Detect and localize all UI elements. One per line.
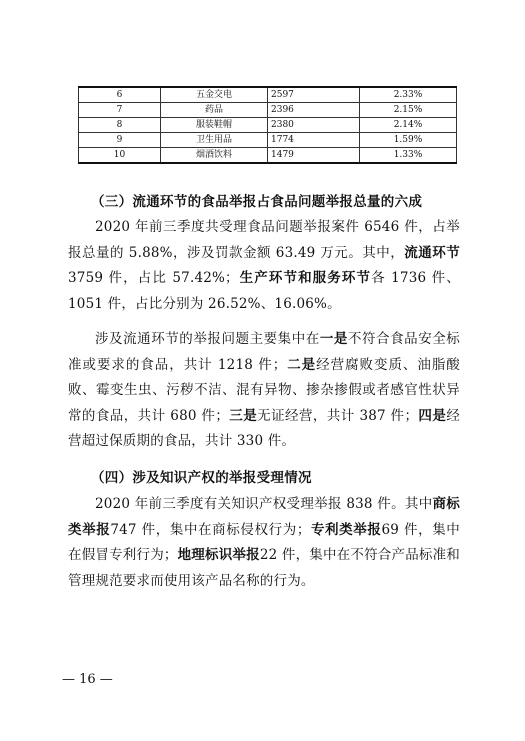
text-run: 各 1736 件、1051 件，占比分别为 26.52%、16.06%。 (68, 270, 460, 312)
category-cell: 烟酒饮料 (161, 148, 268, 164)
text-run: 69 件，集中在假冒专利行为； (68, 521, 461, 563)
count-cell: 2380 (268, 118, 360, 133)
text-run: 无证经营，共计 387 件； (257, 407, 419, 424)
percent-cell: 2.33% (360, 87, 457, 103)
percent-cell: 1.59% (360, 133, 457, 148)
bold-run: 三是 (229, 407, 258, 424)
percent-cell: 2.15% (360, 103, 457, 118)
category-cell: 药品 (161, 103, 268, 118)
section-4-paragraph-1 (68, 492, 460, 594)
percent-cell: 1.33% (360, 148, 457, 164)
bold-run: 二是 (286, 356, 317, 373)
text-run: 涉及流通环节的举报问题主要集中在 (95, 331, 320, 347)
section-3-paragraph-2 (68, 327, 460, 455)
rank-cell: 9 (79, 133, 161, 148)
rank-cell: 6 (79, 87, 161, 103)
bold-run: 一是 (319, 331, 348, 347)
section-3-paragraph-1 (68, 215, 460, 317)
category-cell: 服装鞋帽 (161, 118, 268, 133)
bold-run: 专利类举报 (310, 521, 382, 538)
bold-run: 四是 (418, 407, 447, 424)
text-run: 2020 年前三季度有关知识产权受理举报 838 件。其中 (95, 496, 433, 512)
category-cell: 卫生用品 (161, 133, 268, 148)
table-row (79, 103, 457, 118)
section-3-heading: （三）流通环节的食品举报占食品问题举报总量的六成 (91, 194, 423, 210)
page-number: — 16 — (62, 672, 113, 687)
rank-cell: 8 (79, 118, 161, 133)
text-run: 经营腐败变质、油脂酸败、霉变生虫、污秽不洁、混有异物、掺杂掺假或者感官性状异常的食品，共计 680 件； (68, 356, 460, 424)
table-row (79, 148, 457, 164)
complaint-ranking-table (78, 86, 457, 164)
count-cell: 2597 (268, 87, 360, 103)
text-run: 22 件，集中在不符合产品标准和管理规范要求而使用该产品名称的行为。 (68, 547, 461, 589)
bold-run: 流通环节 (404, 244, 460, 261)
count-cell: 2396 (268, 103, 360, 118)
table-row (79, 133, 457, 148)
text-run: 3759 件，占比 57.42%； (68, 270, 239, 286)
category-cell: 五金交电 (161, 87, 268, 103)
rank-cell: 7 (79, 103, 161, 118)
text-run: 747 件，集中在商标侵权行为； (110, 521, 311, 538)
table-row (79, 87, 457, 103)
bold-run: 地理标识举报 (177, 547, 260, 563)
bold-run: 商标类举报 (68, 496, 461, 538)
text-run: 不符合食品安全标准或要求的食品，共计 1218 件； (68, 331, 460, 373)
count-cell: 1479 (268, 148, 360, 164)
section-4-heading: （四）涉及知识产权的举报受理情况 (91, 470, 312, 486)
rank-cell: 10 (79, 148, 161, 164)
table-row (79, 118, 457, 133)
percent-cell: 2.14% (360, 118, 457, 133)
text-run: 2020 年前三季度共受理食品问题举报案件 6546 件，占举报总量的 5.88%，涉及罚款金额 63.49 万元。其中， (68, 219, 460, 261)
bold-run: 生产环节和服务环节 (238, 270, 372, 286)
count-cell: 1774 (268, 133, 360, 148)
text-run: 经营超过保质期的食品，共计 330 件。 (68, 407, 461, 449)
